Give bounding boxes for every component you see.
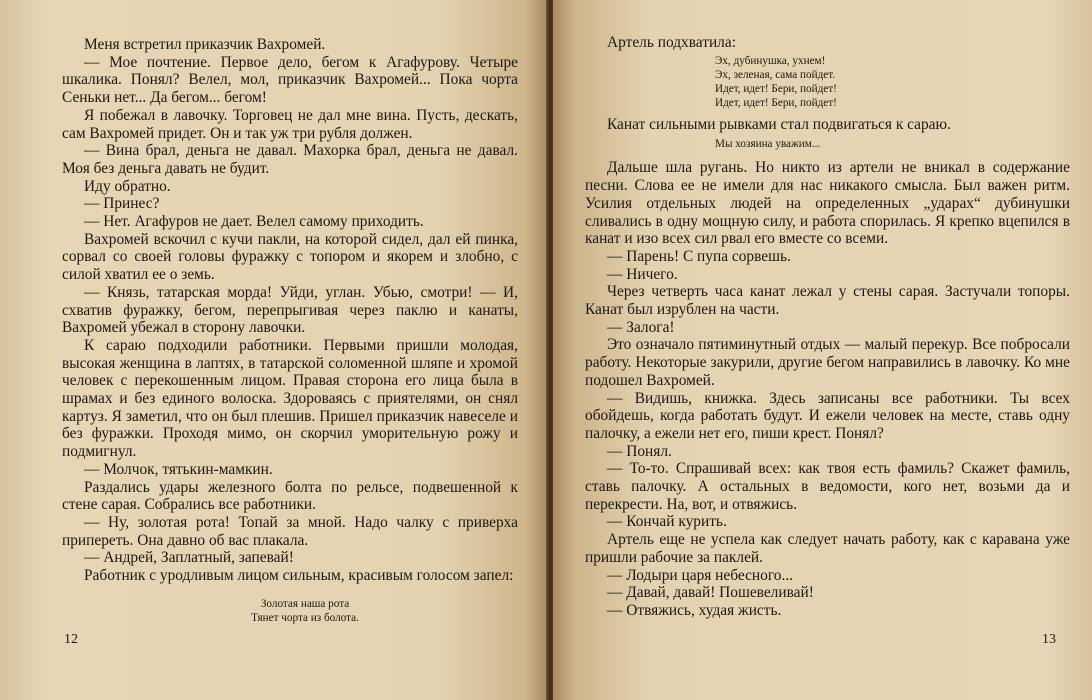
paragraph: К сараю подходили работники. Первыми пришли молодая, высокая женщина в лаптях, в татарской соломенной шляпе и хромой человек с перекошенным лицом. Правая сторона его лица была в шрамах и без единого волоска. Здороваясь с приятелями, он снял картуз. Я заметил, что он был плешив. Пришел приказчик навеселе и без фуражки. Проходя мимо, он скорчил уморительную рожу и подмигнул. (62, 336, 518, 461)
paragraph: — Отвяжись, худая жисть. (607, 601, 782, 619)
paragraph: Канат сильными рывками стал подвигаться к сараю. (607, 115, 951, 133)
paragraph: Через четверть часа канат лежал у стены сарая. Застучали топоры. Канат был изрублен на части. (585, 283, 1070, 319)
verse-line: Мы хозяина уважим... (715, 138, 821, 151)
paragraph: — Давай, давай! Пошевеливай! (607, 584, 814, 602)
song-refrain (585, 137, 1070, 151)
paragraph: Раздались удары железного болта по рельсе, подвешенной к стене сарая. Собрались все работники. (62, 478, 518, 514)
verse-line: Золотая наша рота (260, 597, 350, 610)
paragraph: — Нет. Агафуров не дает. Велел самому приходить. (84, 213, 424, 231)
verse-line: Эх, зеленая, сама пойдет. (715, 68, 836, 81)
paragraph: Это означало пятиминутный отдых — малый перекур. Все побросали работу. Некоторые закурили, другие бегом направились в лавочку. Ко мне подошел Вахромей. (585, 336, 1070, 389)
paragraph: — Залога! (607, 318, 675, 336)
paragraph: Артель еще не успела как следует начать работу, как с каравана уже пришли рабочие за паклей. (585, 531, 1070, 566)
page-number: 13 (1042, 632, 1056, 647)
paragraph: — Лодыри царя небесного... (607, 566, 794, 584)
paragraph: Меня встретил приказчик Вахромей. (84, 36, 326, 53)
paragraph: — Вина брал, деньга не давал. Махорка брал, деньга не давал. Моя без деньга давать не будит. (62, 142, 518, 177)
paragraph: Работник с уродливым лицом сильным, красивым голосом запел: (84, 567, 514, 585)
verse-line: Идет, идет! Бери, пойдет! (715, 96, 837, 109)
song-verse (585, 54, 1070, 110)
paragraph: — Ничего. (607, 265, 678, 283)
paragraph: — Андрей, Заплатный, запевай! (84, 549, 294, 567)
paragraph: — Понял. (607, 442, 672, 460)
paragraph: Артель подхватила: (607, 34, 736, 51)
paragraph: — Мое почтение. Первое дело, бегом к Агафурову. Четыре шкалика. Понял? Велел, мол, приказчик Вахромей... Пока чорта Сеньки нет... Да бегом... бегом! (62, 53, 518, 107)
paragraph: — Кончай курить. (607, 513, 727, 531)
paragraph: Иду обратно. (84, 177, 171, 195)
paragraph: — Видишь, книжка. Здесь записаны все работники. Ты всех обойдешь, когда работать будут. И ежели человек на месте, ставь одну палочку, а ежели нет его, пиши крест. Понял? (585, 389, 1070, 442)
paragraph: — Ну, золотая рота! Топай за мной. Надо чалку с приверха припереть. Она давно об вас плакала. (62, 513, 518, 549)
page-number: 12 (64, 632, 78, 647)
paragraph: — То-то. Спрашивай всех: как твоя есть фамиль? Скажет фамиль, ставь палочку. А остальных в ведомости, кого нет, возьми да и перекрести. На, вот, и отвяжись. (585, 460, 1070, 513)
paragraph: — Парень! С пупа сорвешь. (607, 247, 791, 265)
paragraph: — Принес? (84, 195, 160, 213)
song-verse (62, 597, 518, 625)
paragraph: Я побежал в лавочку. Торговец не дал мне вина. Пусть, дескать, сам Вахромей придет. Он и так уж три рубля должен. (62, 106, 518, 142)
paragraph: — Молчок, тятькин-мамкин. (84, 460, 273, 478)
right-page (553, 0, 1092, 700)
verse-line: Эх, дубинушка, ухнем! (715, 54, 826, 67)
verse-line: Тянет чорта из болота. (251, 611, 359, 624)
paragraph: Вахромей вскочил с кучи пакли, на которой сидел, дал ей пинка, сорвал со своей головы фуражку с топором и якорем и злобно, с силой хватил ее о земь. (62, 230, 518, 284)
verse-line: Идет, идет! Бери, пойдет! (715, 82, 837, 95)
paragraph: Дальше шла ругань. Но никто из артели не вникал в содержание песни. Слова ее не имели для нас никакого смысла. Был важен ритм. Усилия отдельных людей на определенных „ударах“ дубинушки сливались в одну мощную силу, и работа спорилась. Я крепко вцепился в канат и изо всех сил рвал его вместе со всеми. (585, 159, 1070, 248)
paragraph: — Князь, татарская морда! Уйди, углан. Убью, смотри! — И, схватив фуражку, бегом, перепрыгивая через паклю и канаты, Вахромей убежал в сторону лавочки. (62, 283, 518, 337)
